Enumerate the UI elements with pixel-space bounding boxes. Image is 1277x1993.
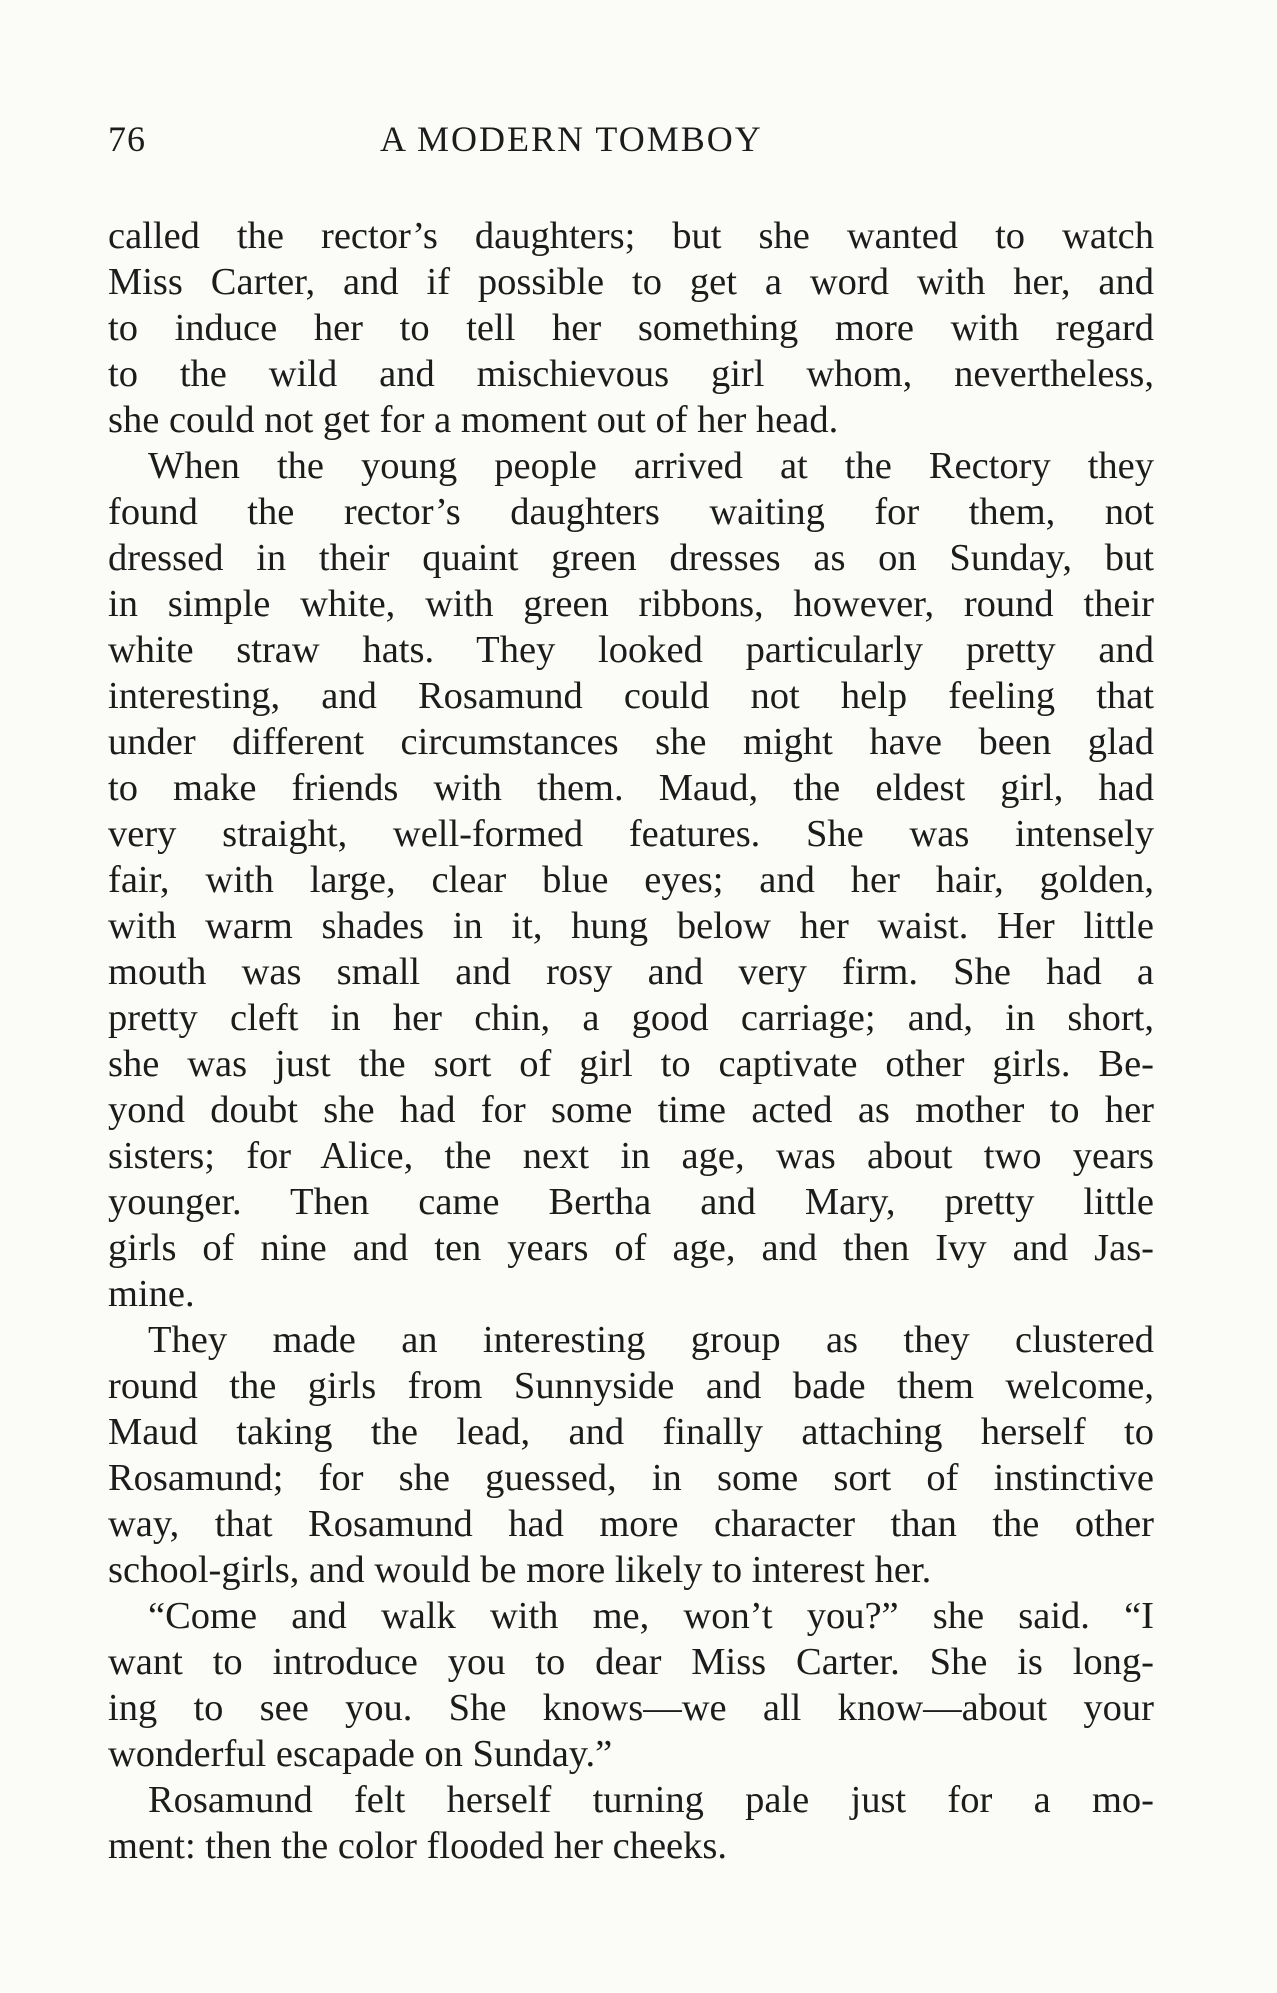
text-line: she could not get for a moment out of her head. [108,399,839,441]
text-line: ment: then the color flooded her cheeks. [108,1825,727,1867]
page-number: 76 [108,119,146,159]
text-line: wonderful escapade on Sunday.” [108,1733,613,1775]
running-title: A MODERN TOMBOY [380,119,763,159]
text-line: younger. Then came Bertha and Mary, pretty little [108,1181,1154,1223]
text-line: to make friends with them. Maud, the eldest girl, had [108,767,1154,809]
text-line: called the rector’s daughters; but she wanted to watch [108,215,1154,257]
text-line: to the wild and mischievous girl whom, nevertheless, [108,353,1154,395]
text-line: Miss Carter, and if possible to get a word with her, and [108,261,1154,303]
text-line: want to introduce you to dear Miss Carter. She is long- [108,1641,1154,1683]
text-line: When the young people arrived at the Rectory they [148,445,1154,487]
page-header [108,118,1156,168]
text-line: white straw hats. They looked particularly pretty and [108,629,1154,671]
text-line: girls of nine and ten years of age, and then Ivy and Jas- [108,1227,1154,1269]
text-line: yond doubt she had for some time acted as mother to her [108,1089,1154,1131]
text-line: with warm shades in it, hung below her waist. Her little [108,905,1154,947]
body-text [108,213,1154,1869]
text-line: dressed in their quaint green dresses as on Sunday, but [108,537,1154,579]
text-line: fair, with large, clear blue eyes; and her hair, golden, [108,859,1154,901]
text-line: in simple white, with green ribbons, however, round their [108,583,1154,625]
text-line: found the rector’s daughters waiting for them, not [108,491,1154,533]
text-line: Rosamund; for she guessed, in some sort of instinctive [108,1457,1154,1499]
text-line: mouth was small and rosy and very firm. She had a [108,951,1154,993]
text-line: ing to see you. She knows—we all know—about your [108,1687,1154,1729]
text-line: under different circumstances she might have been glad [108,721,1154,763]
text-line: to induce her to tell her something more with regard [108,307,1154,349]
text-line: interesting, and Rosamund could not help feeling that [108,675,1154,717]
text-line: Maud taking the lead, and finally attaching herself to [108,1411,1154,1453]
text-line: pretty cleft in her chin, a good carriage; and, in short, [108,997,1154,1039]
text-line: “Come and walk with me, won’t you?” she said. “I [148,1595,1154,1637]
text-line: way, that Rosamund had more character than the other [108,1503,1154,1545]
text-line: school-girls, and would be more likely to interest her. [108,1549,932,1591]
text-line: round the girls from Sunnyside and bade them welcome, [108,1365,1154,1407]
text-line: very straight, well-formed features. She was intensely [108,813,1154,855]
text-line: They made an interesting group as they clustered [148,1319,1154,1361]
text-line: sisters; for Alice, the next in age, was about two years [108,1135,1154,1177]
text-line: mine. [108,1273,195,1315]
text-line: Rosamund felt herself turning pale just for a mo- [148,1779,1154,1821]
text-line: she was just the sort of girl to captivate other girls. Be- [108,1043,1154,1085]
